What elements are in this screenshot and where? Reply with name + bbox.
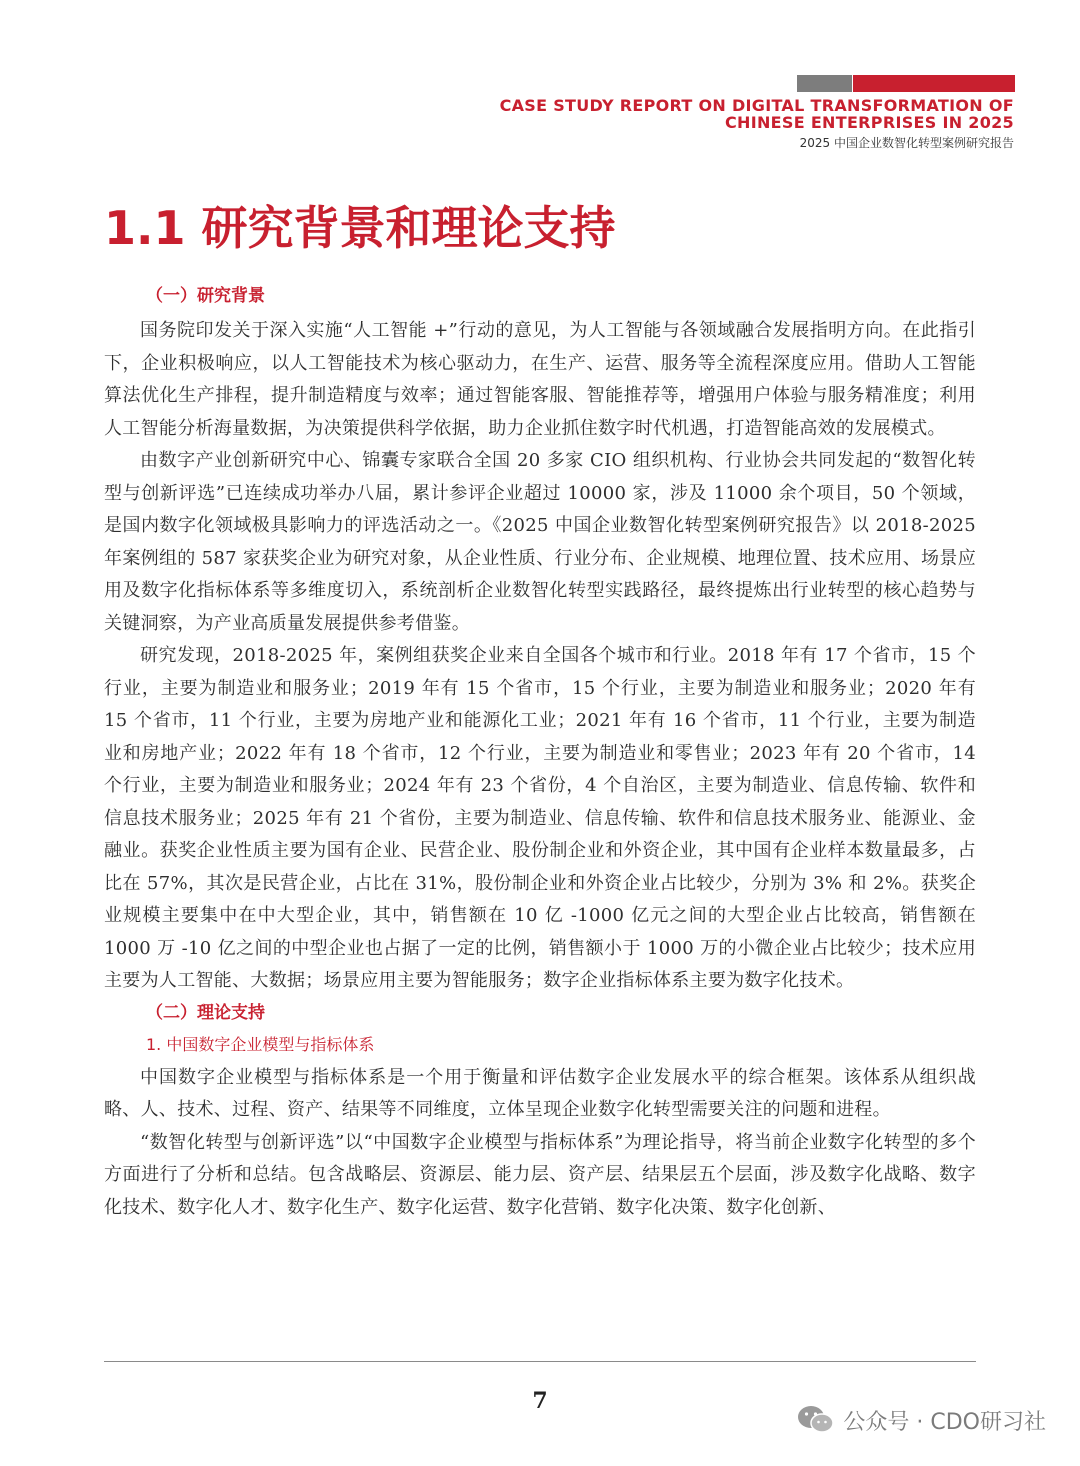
- report-title-english-line1: CASE STUDY REPORT ON DIGITAL TRANSFORMATION OF: [499, 96, 1014, 115]
- header-red-bar: [853, 75, 1015, 92]
- section-heading-theory: （二）理论支持: [146, 1002, 265, 1023]
- paragraph: “数智化转型与创新评选”以“中国数字企业模型与指标体系”为理论指导，将当前企业数字化转型的多个方面进行了分析和总结。包含战略层、资源层、能力层、资产层、结果层五个层面，涉及数字化战略、数字化技术、数字化人才、数字化生产、数字化运营、数字化营销、数字化决策、数字化创新、: [104, 1131, 976, 1218]
- main-content: [104, 283, 976, 1224]
- watermark: [797, 1404, 1046, 1436]
- watermark-text: 公众号 · CDO研习社: [843, 1409, 1046, 1435]
- header-color-bars: [797, 75, 1015, 92]
- paragraph: 研究发现，2018-2025 年，案例组获奖企业来自全国各个城市和行业。2018 年有 17 个省市，15 个行业，主要为制造业和服务业；2019 年有 15 个省市，15 个行业，主要为制造业和服务业；2020 年有 15 个省市，11 个行业，主要为房地产业和能源化工业；2021 年有 16 个省市，11 个行业，主要为制造业和房地产业；2022 年有 18 个省市，12 个行业，主要为制造业和零售业；2023 年有 20 个省市，14 个行业，主要为制造业和服务业；2024 年有 23 个省份，4 个自治区，主要为制造业、信息传输、软件和信息技术服务业；2025 年有 21 个省份，主要为制造业、信息传输、软件和信息技术服务业、能源业、金融业。获奖企业性质主要为国有企业、民营企业、股份制企业和外资企业，其中国有企业样本数量最多，占比在 57%，其次是民营企业，占比在 31%，股份制企业和外资企业占比较少，分别为 3% 和 2%。获奖企业规模主要集中在中大型企业，其中，销售额在 10 亿 -1000 亿元之间的大型企业占比较高，销售额在 1000 万 -10 亿之间的中型企业也占据了一定的比例，销售额小于 1000 万的小微企业占比较少；技术应用主要为人工智能、大数据；场景应用主要为智能服务；数字企业指标体系主要为数字化技术。: [104, 645, 976, 991]
- paragraph: 国务院印发关于深入实施“人工智能 +”行动的意见，为人工智能与各领域融合发展指明方向。在此指引下，企业积极响应，以人工智能技术为核心驱动力，在生产、运营、服务等全流程深度应用。借助人工智能算法优化生产排程，提升制造精度与效率；通过智能客服、智能推荐等，增强用户体验与服务精准度；利用人工智能分析海量数据，为决策提供科学依据，助力企业抓住数字时代机遇，打造智能高效的发展模式。: [104, 320, 976, 439]
- page-title: 1.1 研究背景和理论支持: [104, 201, 616, 255]
- page-number: 7: [532, 1388, 548, 1414]
- paragraph: 中国数字企业模型与指标体系是一个用于衡量和评估数字企业发展水平的综合框架。该体系从组织战略、人、技术、过程、资产、结果等不同维度，立体呈现企业数字化转型需要关注的问题和进程。: [104, 1066, 976, 1120]
- subsection-heading: 1. 中国数字企业模型与指标体系: [146, 1034, 375, 1054]
- header-gray-bar: [797, 75, 852, 92]
- paragraph: 由数字产业创新研究中心、锦囊专家联合全国 20 多家 CIO 组织机构、行业协会共同发起的“数智化转型与创新评选”已连续成功举办八届，累计参评企业超过 10000 家，涉及 11000 余个项目，50 个领域，是国内数字化领域极具影响力的评选活动之一。《2025 中国企业数智化转型案例研究报告》以 2018-2025 年案例组的 587 家获奖企业为研究对象，从企业性质、行业分布、企业规模、地理位置、技术应用、场景应用及数字化指标体系等多维度切入，系统剖析企业数智化转型实践路径，最终提炼出行业转型的核心趋势与关键洞察，为产业高质量发展提供参考借鉴。: [104, 450, 976, 634]
- report-title-english-line2: CHINESE ENTERPRISES IN 2025: [724, 113, 1014, 132]
- report-title-english: [394, 97, 1014, 131]
- report-title-chinese: 2025 中国企业数智化转型案例研究报告: [799, 136, 1014, 150]
- wechat-icon: [797, 1404, 835, 1436]
- footer-divider: [104, 1361, 976, 1362]
- section-heading-background: （一）研究背景: [146, 286, 265, 306]
